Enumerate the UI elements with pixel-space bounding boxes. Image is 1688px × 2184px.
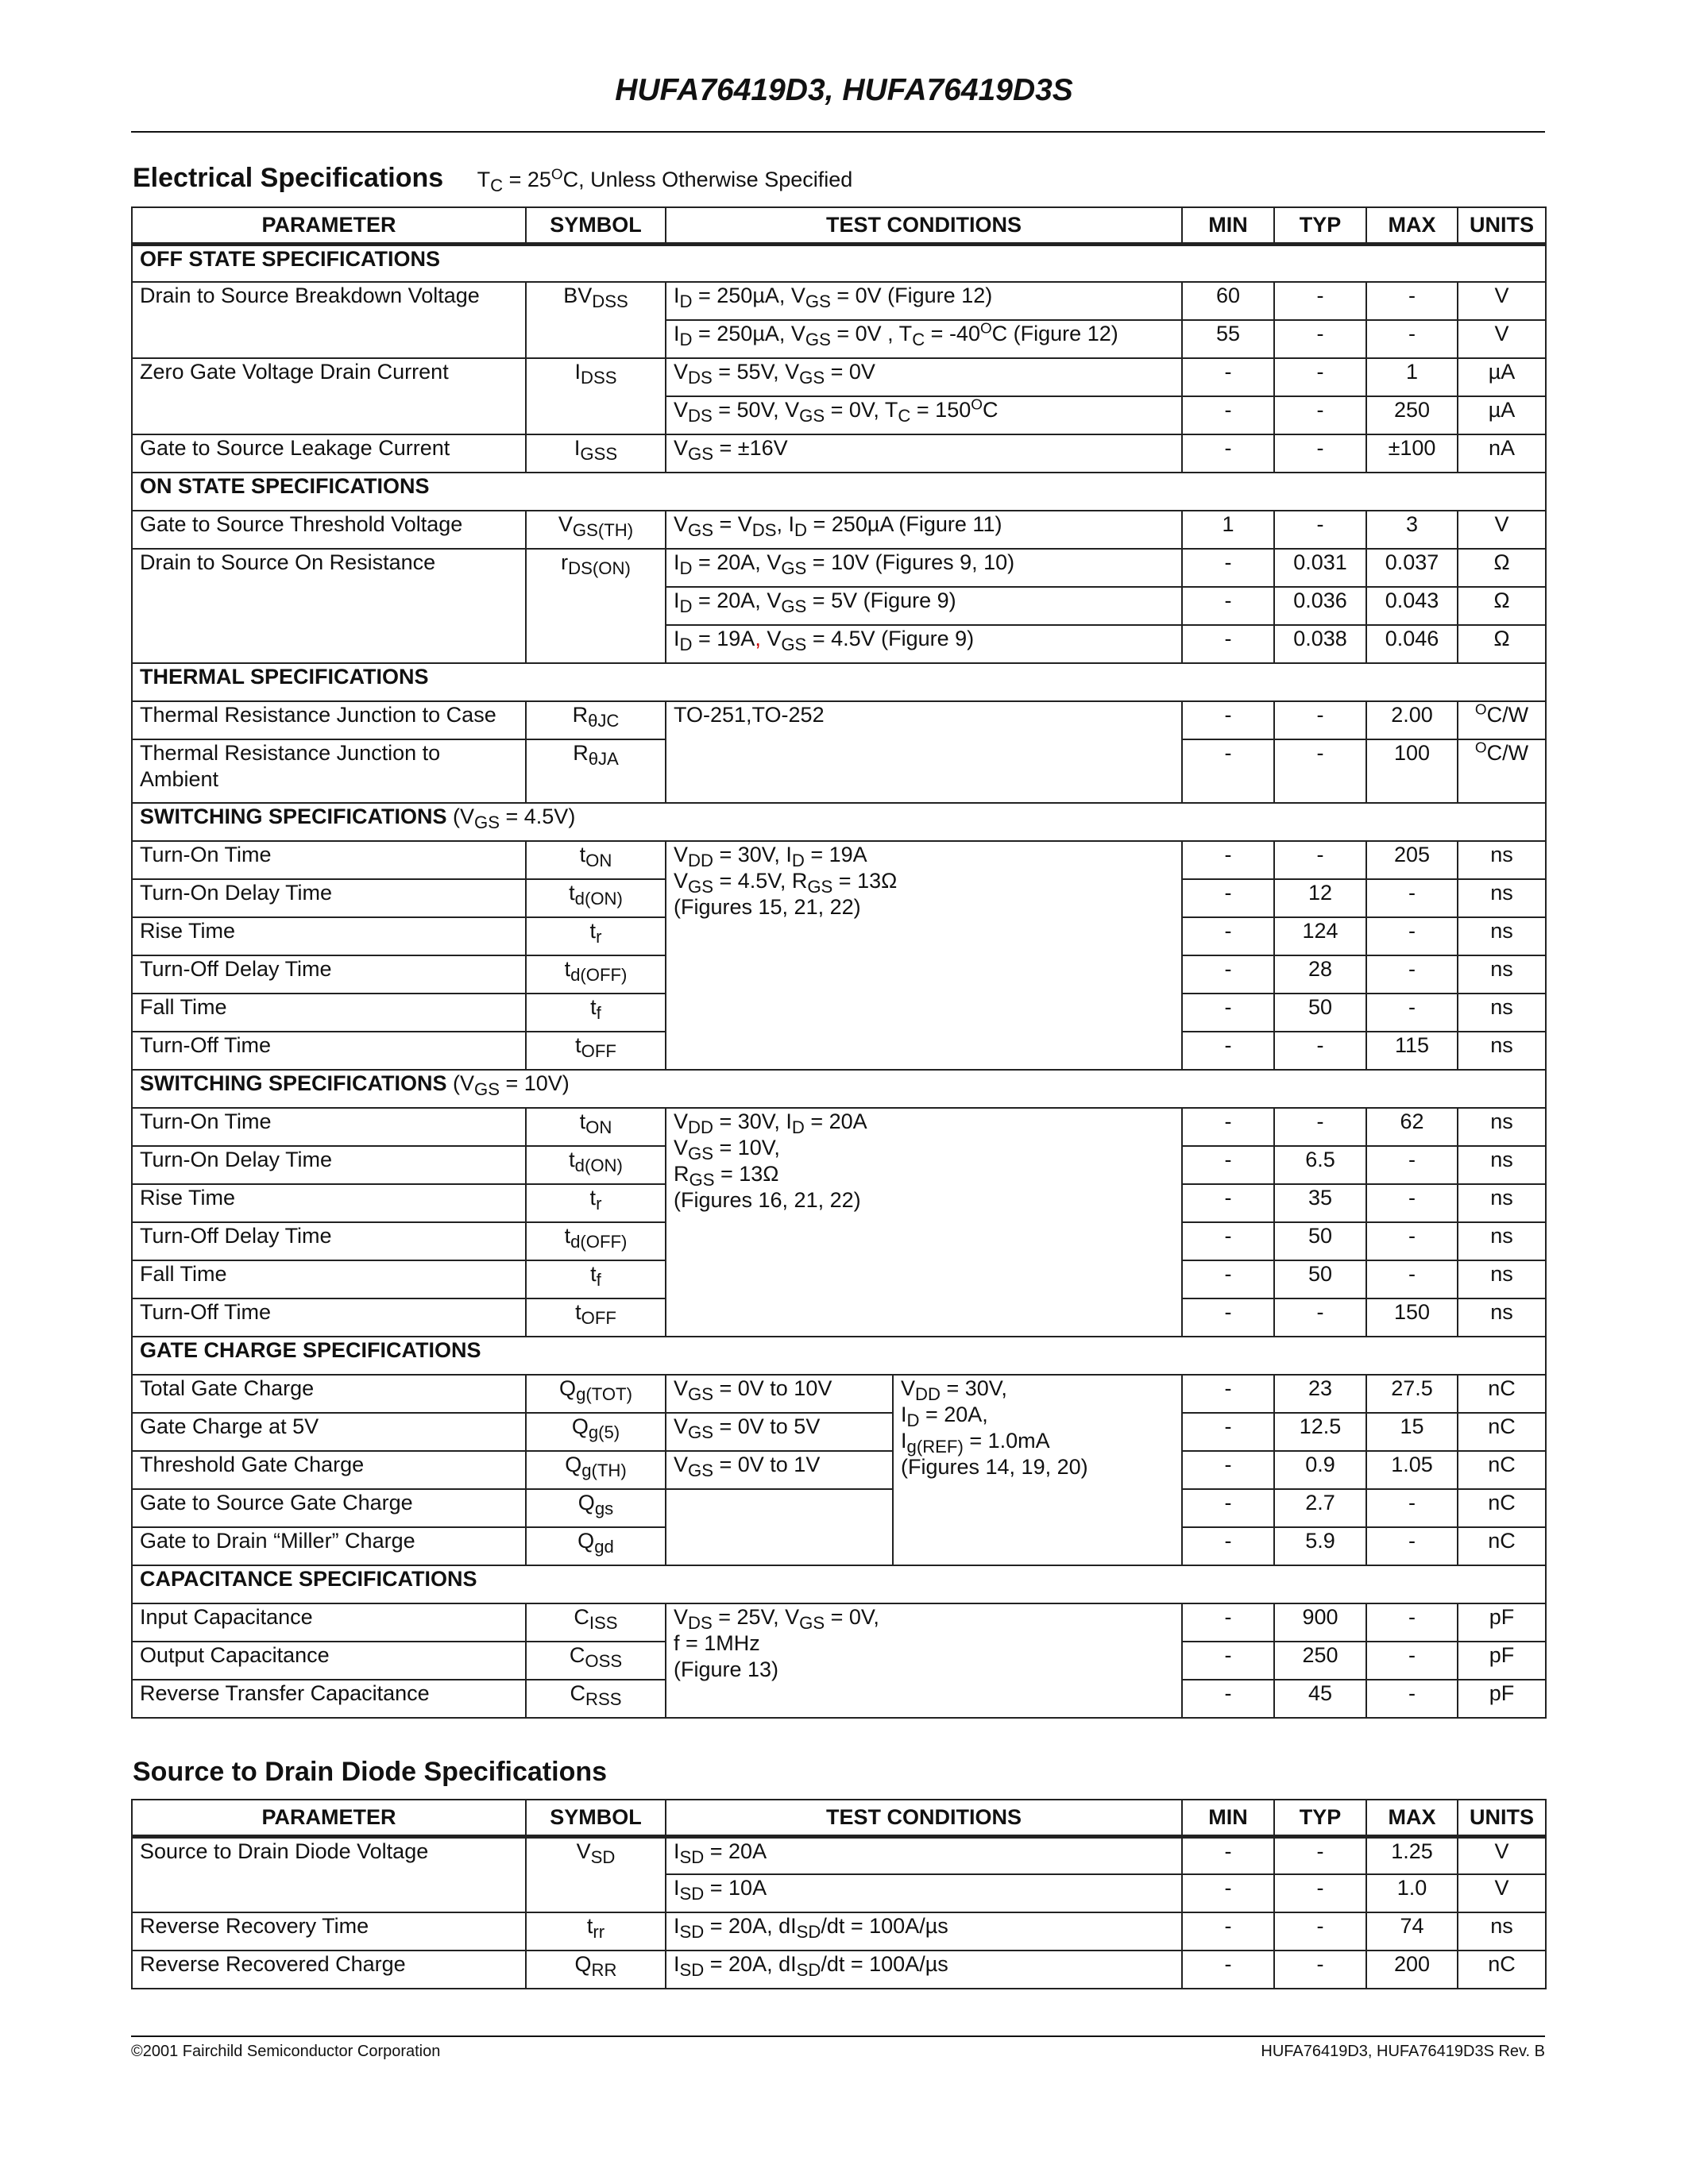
typ-cell: -	[1274, 320, 1366, 358]
unit-cell: V	[1458, 1836, 1546, 1874]
unit-cell: nC	[1458, 1375, 1546, 1413]
max-cell: 3	[1366, 511, 1458, 549]
typ-cell: 23	[1274, 1375, 1366, 1413]
symbol-cell: $V_{GS(TH)}$	[526, 511, 666, 549]
symbol-cell: $R_{\theta JC}$	[526, 701, 666, 739]
symbol-cell: $t_{ON}$	[526, 1108, 666, 1146]
min-cell: -	[1182, 1527, 1274, 1565]
min-cell: -	[1182, 1642, 1274, 1680]
max-cell: -	[1366, 1222, 1458, 1260]
typ-cell: -	[1274, 1108, 1366, 1146]
table-row	[132, 434, 1546, 473]
table-row	[132, 1413, 1546, 1451]
typ-cell: -	[1274, 1032, 1366, 1070]
max-cell: -	[1366, 1603, 1458, 1642]
max-cell: 250	[1366, 396, 1458, 434]
condition-cell: $I_D = 20A$, $V_{GS} = 10V$ (Figures 9, 10)	[666, 549, 1182, 587]
table-row	[132, 1912, 1546, 1951]
header-max: MAX	[1366, 207, 1458, 244]
param-cell: Fall Time	[132, 994, 526, 1032]
header-min: MIN	[1182, 1800, 1274, 1836]
min-cell: -	[1182, 1032, 1274, 1070]
table-header-row	[132, 1800, 1546, 1836]
unit-cell: pF	[1458, 1642, 1546, 1680]
min-cell: -	[1182, 1184, 1274, 1222]
typ-cell: 50	[1274, 994, 1366, 1032]
typ-cell: -	[1274, 1874, 1366, 1912]
diode-specs-table	[131, 1799, 1547, 1989]
symbol-cell: $R_{\theta JA}$	[526, 739, 666, 803]
condition-cell: $V_{GS} = 0V$ to 10V	[666, 1375, 893, 1413]
condition-cell: $I_{SD} = 20A$, $dI_{SD}/dt = 100A/\mu s$	[666, 1951, 1182, 1989]
section-title: Electrical Specifications	[133, 163, 444, 193]
typ-cell: -	[1274, 434, 1366, 473]
symbol-cell: $t_r$	[526, 1184, 666, 1222]
table-row	[132, 358, 1546, 396]
symbol-cell: $C_{RSS}$	[526, 1680, 666, 1718]
min-cell: 1	[1182, 511, 1274, 549]
footer-rule	[131, 2035, 1545, 2037]
section-row-on-state: ON STATE SPECIFICATIONS	[132, 473, 1546, 511]
min-cell: -	[1182, 1451, 1274, 1489]
param-cell: Output Capacitance	[132, 1642, 526, 1680]
max-cell: 150	[1366, 1298, 1458, 1337]
unit-cell: nC	[1458, 1951, 1546, 1989]
unit-cell: nC	[1458, 1451, 1546, 1489]
min-cell: -	[1182, 739, 1274, 803]
typ-cell: 50	[1274, 1222, 1366, 1260]
max-cell: 62	[1366, 1108, 1458, 1146]
min-cell: -	[1182, 587, 1274, 625]
typ-cell: 2.7	[1274, 1489, 1366, 1527]
symbol-cell: $Q_{g(5)}$	[526, 1413, 666, 1451]
table-row	[132, 701, 1546, 739]
typ-cell: -	[1274, 396, 1366, 434]
diode-specs-heading: Source to Drain Diode Specifications	[133, 1757, 608, 1787]
section-row-off-state: OFF STATE SPECIFICATIONS	[132, 244, 1546, 282]
typ-cell: -	[1274, 1298, 1366, 1337]
header-parameter: PARAMETER	[132, 207, 526, 244]
typ-cell: -	[1274, 358, 1366, 396]
condition-cell: $V_{GS} = 0V$ to 5V	[666, 1413, 893, 1451]
typ-cell: 35	[1274, 1184, 1366, 1222]
symbol-cell: $r_{DS(ON)}$	[526, 549, 666, 663]
header-min: MIN	[1182, 207, 1274, 244]
min-cell: -	[1182, 1260, 1274, 1298]
max-cell: ±100	[1366, 434, 1458, 473]
min-cell: -	[1182, 879, 1274, 917]
min-cell: -	[1182, 1680, 1274, 1718]
param-cell: Fall Time	[132, 1260, 526, 1298]
max-cell: 27.5	[1366, 1375, 1458, 1413]
symbol-cell: $t_{d(ON)}$	[526, 1146, 666, 1184]
table-row	[132, 549, 1546, 587]
typ-cell: -	[1274, 282, 1366, 320]
min-cell: -	[1182, 1603, 1274, 1642]
min-cell: -	[1182, 358, 1274, 396]
unit-cell: µA	[1458, 396, 1546, 434]
unit-cell: ns	[1458, 1912, 1546, 1951]
typ-cell: 45	[1274, 1680, 1366, 1718]
symbol-cell: $C_{ISS}$	[526, 1603, 666, 1642]
min-cell: -	[1182, 994, 1274, 1032]
param-cell: Reverse Transfer Capacitance	[132, 1680, 526, 1718]
param-cell: Gate to Source Threshold Voltage	[132, 511, 526, 549]
header-test-conditions: TEST CONDITIONS	[666, 1800, 1182, 1836]
min-cell: 55	[1182, 320, 1274, 358]
typ-cell: -	[1274, 1951, 1366, 1989]
unit-cell: $^O$C/W	[1458, 701, 1546, 739]
max-cell: -	[1366, 1527, 1458, 1565]
section-row-switching-4-5v: SWITCHING SPECIFICATIONS $(V_{GS} = 4.5V)$	[132, 803, 1546, 841]
section-row-thermal: THERMAL SPECIFICATIONS	[132, 663, 1546, 701]
unit-cell: ns	[1458, 1298, 1546, 1337]
min-cell: -	[1182, 701, 1274, 739]
typ-cell: -	[1274, 841, 1366, 879]
param-cell: Turn-Off Time	[132, 1032, 526, 1070]
unit-cell: ns	[1458, 917, 1546, 955]
symbol-cell: $BV_{DSS}$	[526, 282, 666, 358]
header-symbol: SYMBOL	[526, 1800, 666, 1836]
param-cell: Rise Time	[132, 917, 526, 955]
typ-cell: 124	[1274, 917, 1366, 955]
header-units: UNITS	[1458, 207, 1546, 244]
table-row	[132, 1375, 1546, 1413]
condition-cell: $V_{GS} = \pm 16V$	[666, 434, 1182, 473]
min-cell: -	[1182, 1874, 1274, 1912]
symbol-cell: $t_{d(ON)}$	[526, 879, 666, 917]
param-cell: Reverse Recovered Charge	[132, 1951, 526, 1989]
table-row	[132, 1836, 1546, 1874]
typ-cell: 6.5	[1274, 1146, 1366, 1184]
symbol-cell: $C_{OSS}$	[526, 1642, 666, 1680]
param-cell: Turn-On Delay Time	[132, 879, 526, 917]
unit-cell: ns	[1458, 955, 1546, 994]
min-cell: -	[1182, 1298, 1274, 1337]
section-row-capacitance: CAPACITANCE SPECIFICATIONS	[132, 1565, 1546, 1603]
typ-cell: -	[1274, 511, 1366, 549]
param-cell: Zero Gate Voltage Drain Current	[132, 358, 526, 434]
header-units: UNITS	[1458, 1800, 1546, 1836]
max-cell: -	[1366, 879, 1458, 917]
symbol-cell: $I_{GSS}$	[526, 434, 666, 473]
max-cell: 100	[1366, 739, 1458, 803]
param-cell: Drain to Source Breakdown Voltage	[132, 282, 526, 358]
section-row-gate-charge: GATE CHARGE SPECIFICATIONS	[132, 1337, 1546, 1375]
min-cell: -	[1182, 1222, 1274, 1260]
symbol-cell: $t_{rr}$	[526, 1912, 666, 1951]
typ-cell: -	[1274, 1912, 1366, 1951]
table-row	[132, 1489, 1546, 1527]
param-cell: Total Gate Charge	[132, 1375, 526, 1413]
symbol-cell: $t_{ON}$	[526, 841, 666, 879]
typ-cell: 900	[1274, 1603, 1366, 1642]
condition-cell: $V_{DD} = 30V$, $I_D = 20A$ $V_{GS} = 10V$, $R_{GS} = 13\Omega$ (Figures 16, 21, 22)	[666, 1108, 1182, 1337]
condition-cell: $V_{DS} = 55V$, $V_{GS} = 0V$	[666, 358, 1182, 396]
typ-cell: 50	[1274, 1260, 1366, 1298]
max-cell: -	[1366, 1680, 1458, 1718]
condition-cell: $V_{GS} = 0V$ to 1V	[666, 1451, 893, 1489]
condition-cell: $I_D = 20A$, $V_{GS} = 5V$ (Figure 9)	[666, 587, 1182, 625]
max-cell: 0.037	[1366, 549, 1458, 587]
typ-cell: 28	[1274, 955, 1366, 994]
section-row-switching-10v: SWITCHING SPECIFICATIONS $(V_{GS} = 10V)$	[132, 1070, 1546, 1108]
unit-cell: Ω	[1458, 587, 1546, 625]
param-cell: Gate Charge at 5V	[132, 1413, 526, 1451]
condition-cell: $I_D = 250\mu A$, $V_{GS} = 0V$ , $T_C = -40^OC$ (Figure 12)	[666, 320, 1182, 358]
unit-cell: ns	[1458, 1222, 1546, 1260]
table-row	[132, 1451, 1546, 1489]
max-cell: -	[1366, 1489, 1458, 1527]
max-cell: 2.00	[1366, 701, 1458, 739]
symbol-cell: $t_{OFF}$	[526, 1032, 666, 1070]
symbol-cell: $t_r$	[526, 917, 666, 955]
param-cell: Turn-On Delay Time	[132, 1146, 526, 1184]
param-cell: Turn-On Time	[132, 1108, 526, 1146]
param-cell: Gate to Source Leakage Current	[132, 434, 526, 473]
symbol-cell: $t_{OFF}$	[526, 1298, 666, 1337]
typ-cell: 5.9	[1274, 1527, 1366, 1565]
symbol-cell: $t_{d(OFF)}$	[526, 955, 666, 994]
unit-cell: ns	[1458, 1032, 1546, 1070]
min-cell: -	[1182, 1146, 1274, 1184]
unit-cell: V	[1458, 320, 1546, 358]
table-row	[132, 1951, 1546, 1989]
symbol-cell: $I_{DSS}$	[526, 358, 666, 434]
condition-cell: $V_{GS} = V_{DS}$, $I_D = 250\mu A$ (Figure 11)	[666, 511, 1182, 549]
typ-cell: 250	[1274, 1642, 1366, 1680]
min-cell: -	[1182, 841, 1274, 879]
typ-cell: 12.5	[1274, 1413, 1366, 1451]
param-cell: Turn-Off Time	[132, 1298, 526, 1337]
condition-cell-shared: $V_{DD} = 30V$, $I_D = 20A$, $I_{g(REF)} = 1.0mA$ (Figures 14, 19, 20)	[893, 1375, 1182, 1565]
unit-cell: ns	[1458, 1146, 1546, 1184]
max-cell: 74	[1366, 1912, 1458, 1951]
param-cell: Input Capacitance	[132, 1603, 526, 1642]
condition-cell: $I_{SD} = 20A$	[666, 1836, 1182, 1874]
condition-cell: $I_D = 19A$, $V_{GS} = 4.5V$ (Figure 9)	[666, 625, 1182, 663]
condition-cell: TO-251,TO-252	[666, 701, 1182, 803]
condition-cell: $V_{DS} = 50V$, $V_{GS} = 0V$, $T_C = 150^OC$	[666, 396, 1182, 434]
footer-copyright: ©2001 Fairchild Semiconductor Corporation	[131, 2043, 441, 2060]
max-cell: -	[1366, 282, 1458, 320]
typ-cell: -	[1274, 701, 1366, 739]
typ-cell: 0.031	[1274, 549, 1366, 587]
document-title: HUFA76419D3, HUFA76419D3S	[615, 73, 1073, 107]
unit-cell: ns	[1458, 1108, 1546, 1146]
param-cell: Rise Time	[132, 1184, 526, 1222]
symbol-cell: $Q_{gs}$	[526, 1489, 666, 1527]
table-row	[132, 282, 1546, 320]
max-cell: -	[1366, 1642, 1458, 1680]
min-cell: -	[1182, 1912, 1274, 1951]
header-typ: TYP	[1274, 1800, 1366, 1836]
max-cell: -	[1366, 994, 1458, 1032]
min-cell: -	[1182, 396, 1274, 434]
unit-cell: ns	[1458, 841, 1546, 879]
unit-cell: nA	[1458, 434, 1546, 473]
min-cell: -	[1182, 434, 1274, 473]
param-cell: Gate to Drain “Miller” Charge	[132, 1527, 526, 1565]
min-cell: -	[1182, 1489, 1274, 1527]
table-row	[132, 1603, 1546, 1642]
condition-cell: $I_{SD} = 20A$, $dI_{SD}/dt = 100A/\mu s$	[666, 1912, 1182, 1951]
unit-cell: V	[1458, 282, 1546, 320]
min-cell: -	[1182, 1836, 1274, 1874]
min-cell: -	[1182, 1413, 1274, 1451]
typ-cell: 0.038	[1274, 625, 1366, 663]
min-cell: -	[1182, 1108, 1274, 1146]
min-cell: -	[1182, 549, 1274, 587]
unit-cell: ns	[1458, 1184, 1546, 1222]
param-cell: Thermal Resistance Junction to Ambient	[132, 739, 526, 803]
param-cell: Reverse Recovery Time	[132, 1912, 526, 1951]
typ-cell: 0.036	[1274, 587, 1366, 625]
electrical-specs-table	[131, 206, 1547, 1719]
typ-cell: 12	[1274, 879, 1366, 917]
min-cell: -	[1182, 1375, 1274, 1413]
symbol-cell: $Q_{gd}$	[526, 1527, 666, 1565]
max-cell: -	[1366, 1184, 1458, 1222]
condition-cell: $V_{DD} = 30V$, $I_D = 19A$ $V_{GS} = 4.5V$, $R_{GS} = 13\Omega$ (Figures 15, 21, 22)	[666, 841, 1182, 1070]
unit-cell: pF	[1458, 1680, 1546, 1718]
section-condition: $T_C = 25^OC$, Unless Otherwise Specified	[477, 166, 853, 196]
symbol-cell: $t_f$	[526, 994, 666, 1032]
table-row	[132, 841, 1546, 879]
symbol-cell: $V_{SD}$	[526, 1836, 666, 1912]
unit-cell: V	[1458, 1874, 1546, 1912]
unit-cell: Ω	[1458, 625, 1546, 663]
max-cell: 0.043	[1366, 587, 1458, 625]
header-typ: TYP	[1274, 207, 1366, 244]
unit-cell: ns	[1458, 1260, 1546, 1298]
title-rule	[131, 131, 1545, 133]
min-cell: 60	[1182, 282, 1274, 320]
max-cell: 200	[1366, 1951, 1458, 1989]
footer-part-revision: HUFA76419D3, HUFA76419D3S Rev. B	[1261, 2043, 1545, 2060]
electrical-specs-heading	[133, 163, 852, 194]
max-cell: 15	[1366, 1413, 1458, 1451]
param-cell: Turn-Off Delay Time	[132, 955, 526, 994]
typ-cell: -	[1274, 1836, 1366, 1874]
param-cell: Drain to Source On Resistance	[132, 549, 526, 663]
max-cell: 205	[1366, 841, 1458, 879]
unit-cell: ns	[1458, 994, 1546, 1032]
condition-cell: $I_{SD} = 10A$	[666, 1874, 1182, 1912]
max-cell: 1	[1366, 358, 1458, 396]
symbol-cell: $t_f$	[526, 1260, 666, 1298]
header-max: MAX	[1366, 1800, 1458, 1836]
typ-cell: -	[1274, 739, 1366, 803]
header-parameter: PARAMETER	[132, 1800, 526, 1836]
unit-cell: µA	[1458, 358, 1546, 396]
unit-cell: nC	[1458, 1413, 1546, 1451]
max-cell: 1.0	[1366, 1874, 1458, 1912]
max-cell: -	[1366, 955, 1458, 994]
unit-cell: V	[1458, 511, 1546, 549]
unit-cell: nC	[1458, 1527, 1546, 1565]
unit-cell: $^O$C/W	[1458, 739, 1546, 803]
unit-cell: pF	[1458, 1603, 1546, 1642]
unit-cell: Ω	[1458, 549, 1546, 587]
unit-cell: ns	[1458, 879, 1546, 917]
param-cell: Threshold Gate Charge	[132, 1451, 526, 1489]
table-row	[132, 1108, 1546, 1146]
param-cell: Turn-Off Delay Time	[132, 1222, 526, 1260]
condition-cell-empty	[666, 1489, 893, 1565]
symbol-cell: $Q_{g(TH)}$	[526, 1451, 666, 1489]
table-row	[132, 511, 1546, 549]
max-cell: 0.046	[1366, 625, 1458, 663]
condition-cell: $V_{DS} = 25V$, $V_{GS} = 0V$, f = 1MHz (Figure 13)	[666, 1603, 1182, 1718]
symbol-cell: $Q_{RR}$	[526, 1951, 666, 1989]
max-cell: 1.05	[1366, 1451, 1458, 1489]
min-cell: -	[1182, 625, 1274, 663]
symbol-cell: $Q_{g(TOT)}$	[526, 1375, 666, 1413]
max-cell: -	[1366, 1146, 1458, 1184]
min-cell: -	[1182, 955, 1274, 994]
symbol-cell: $t_{d(OFF)}$	[526, 1222, 666, 1260]
min-cell: -	[1182, 1951, 1274, 1989]
max-cell: -	[1366, 1260, 1458, 1298]
param-cell: Turn-On Time	[132, 841, 526, 879]
header-symbol: SYMBOL	[526, 207, 666, 244]
param-cell: Thermal Resistance Junction to Case	[132, 701, 526, 739]
min-cell: -	[1182, 917, 1274, 955]
param-cell: Source to Drain Diode Voltage	[132, 1836, 526, 1912]
max-cell: -	[1366, 320, 1458, 358]
header-test-conditions: TEST CONDITIONS	[666, 207, 1182, 244]
typ-cell: 0.9	[1274, 1451, 1366, 1489]
max-cell: 115	[1366, 1032, 1458, 1070]
param-cell: Gate to Source Gate Charge	[132, 1489, 526, 1527]
max-cell: 1.25	[1366, 1836, 1458, 1874]
unit-cell: nC	[1458, 1489, 1546, 1527]
condition-cell: $I_D = 250\mu A$, $V_{GS} = 0V$ (Figure 12)	[666, 282, 1182, 320]
table-header-row	[132, 207, 1546, 244]
max-cell: -	[1366, 917, 1458, 955]
